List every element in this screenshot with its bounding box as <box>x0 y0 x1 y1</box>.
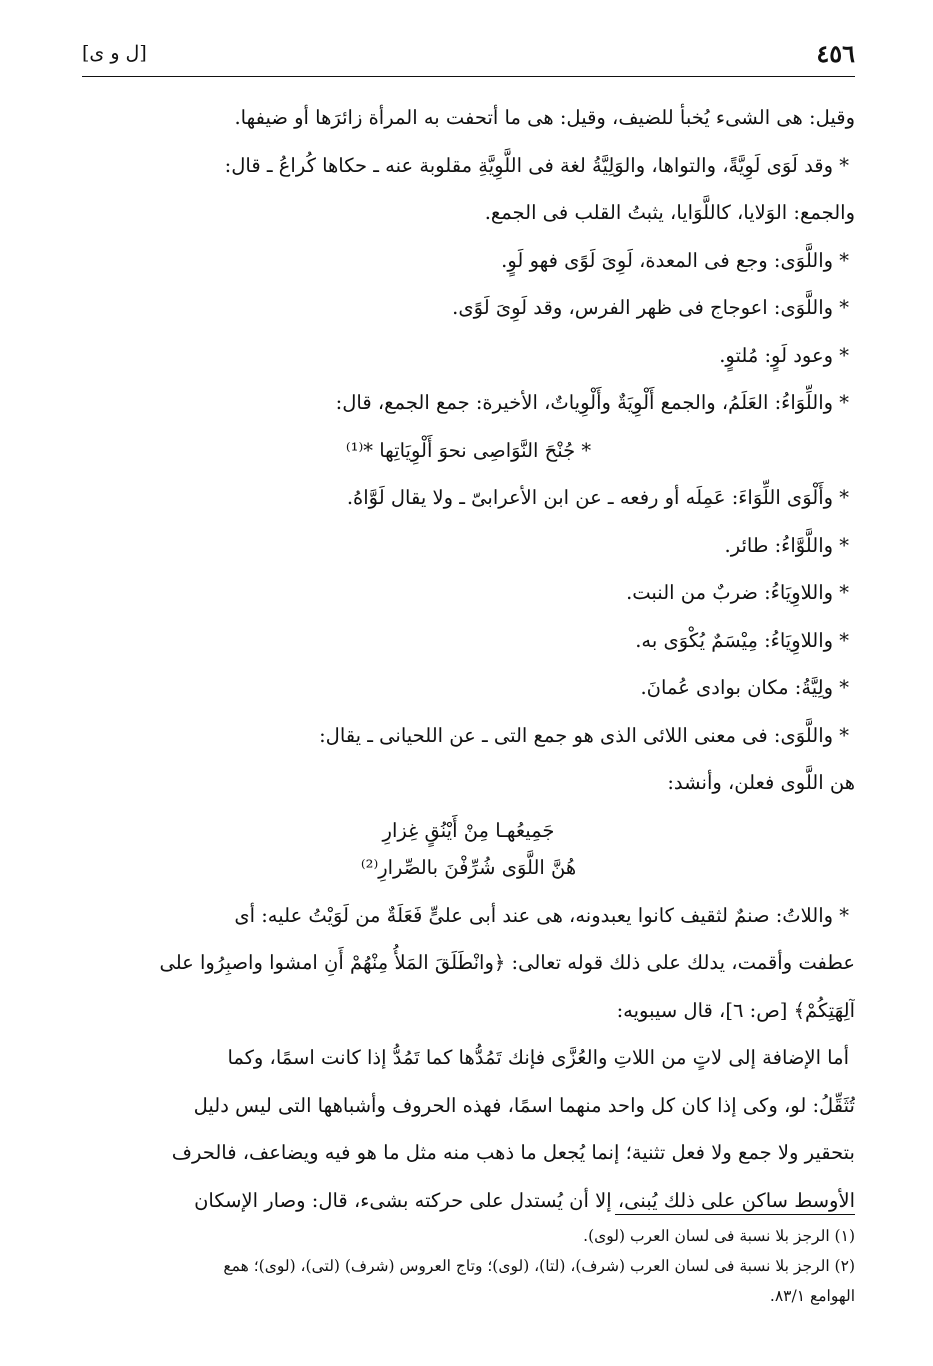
text-line: * واللَّوَى: وجع فى المعدة، لَوِىَ لَوًى فهو لَوٍ. <box>501 248 849 272</box>
verse-line: جَمِيعُهـا مِنْ أَيْنُقٍ غِزارِ <box>382 818 555 842</box>
text-line: * واللِّوَاءُ: العَلَمُ، والجمع أَلْوِيَةٌ وأَلْوِياتٌ، الأخيرة: جمع الجمع، قال: <box>335 391 849 414</box>
footnote-rule <box>615 1214 855 1215</box>
text-line: تُثَقِّلُ: لو، وكى إذا كان كل واحد منهما اسمًا، فهذه الحروف وأشباهها التى ليس دليل <box>193 1093 855 1117</box>
text-line: بتحقير ولا جمع ولا فعل تثنية؛ إنما يُجعل ما ذهب منه مثل ما هو فيه ويضاعف، فالحرف <box>171 1141 855 1164</box>
page-number: ٤٥٦ <box>816 38 855 68</box>
footnote-2: (٢) الرجز بلا نسبة فى لسان العرب (شرف)، (لتا)، (لوى)؛ وتاج العروس (شرف) (لتى)، (لوى)؛ همع <box>223 1257 855 1275</box>
verse-line: * جُنْحَ النَّوَاصِى نحوَ أَلْوِيَاتِها *⁽¹⁾ <box>345 438 592 462</box>
text-line: * وعود لَوٍ: مُلتوٍ. <box>719 343 849 367</box>
text-line: الأوسط ساكن على ذلك يُبنى، إلا أن يُستدل على حركته بشىء، قال: وصار الإسكان <box>194 1188 855 1212</box>
text-line: آلِهَتِكُمْ﴾ [ص: ٦]، قال سيبويه: <box>616 998 855 1022</box>
text-line: عطفت وأقمت، يدلك على ذلك قوله تعالى: ﴿وانْطَلَقَ المَلأُ مِنْهُمْ أَنِ امشوا واصبِرُوا على <box>159 951 855 974</box>
text-line: * واللَّوَى: اعوجاج فى ظهر الفرس، وقد لَوِىَ لَوًى. <box>452 296 849 319</box>
text-line: وقيل: هى الشىء يُخبأ للضيف، وقيل: هى ما أتحفت به المرأة زائرَها أو ضيفها. <box>234 106 855 129</box>
text-line: والجمع: الوَلايا، كاللَّوَايا، يثبتُ القلب فى الجمع. <box>484 201 855 224</box>
verse-line: هُنَّ اللَّوَى شُرِّفْنَ بالصِّرارِ⁽²⁾ <box>360 856 577 879</box>
footnote-2-continued: الهوامع ٨٣/١. <box>769 1287 855 1305</box>
footnotes <box>82 1214 855 1311</box>
text-line: * ولِيَّةُ: مكان بوادى عُمانَ. <box>640 676 849 699</box>
text-line: * وقد لَوَى لَوِيَّةً، والتواها، والوَلِيَّةُ لغة فى اللَّوِيَّةِ مقلوبة عنه ـ حكاها كُراعُ ـ قال: <box>224 153 849 177</box>
text-line: * وأَلْوَى اللِّوَاءَ: عَمِلَه أو رفعه ـ عن ابن الأعرابىّ ـ ولا يقال لَوَّاهُ. <box>346 486 849 509</box>
text-line: أما الإضافة إلى لاتٍ من اللاتِ والعُزَّى فإنك تَمُدُّها كما تَمُدُّ إذا كانت اسمًا، وكما <box>227 1046 849 1069</box>
text-line: * واللَّوَى: فى معنى اللائى الذى هو جمع التى ـ عن اللحيانى ـ يقال: <box>319 723 849 747</box>
text-line: هن اللَّوى فعلن، وأنشد: <box>667 771 855 794</box>
text-line: * واللاوِيَاءُ: ضربٌ من النبت. <box>626 581 849 604</box>
running-head: [ل و ى] <box>82 42 147 64</box>
footnote-1: (١) الرجز بلا نسبة فى لسان العرب (لوى). <box>583 1227 855 1245</box>
text-line: * واللاتُ: صنمٌ لثقيف كانوا يعبدونه، هى عند أبى علىٍّ فَعَلَةٌ من لَوَيْتُ عليه: أى <box>234 903 849 927</box>
body-text <box>82 94 855 1224</box>
text-line: * واللَّوَّاءُ: طائر. <box>724 533 849 557</box>
text-line: * واللاوِيَاءُ: مِيْسَمٌ يُكْوَى به. <box>635 628 849 652</box>
page-header <box>82 30 855 77</box>
